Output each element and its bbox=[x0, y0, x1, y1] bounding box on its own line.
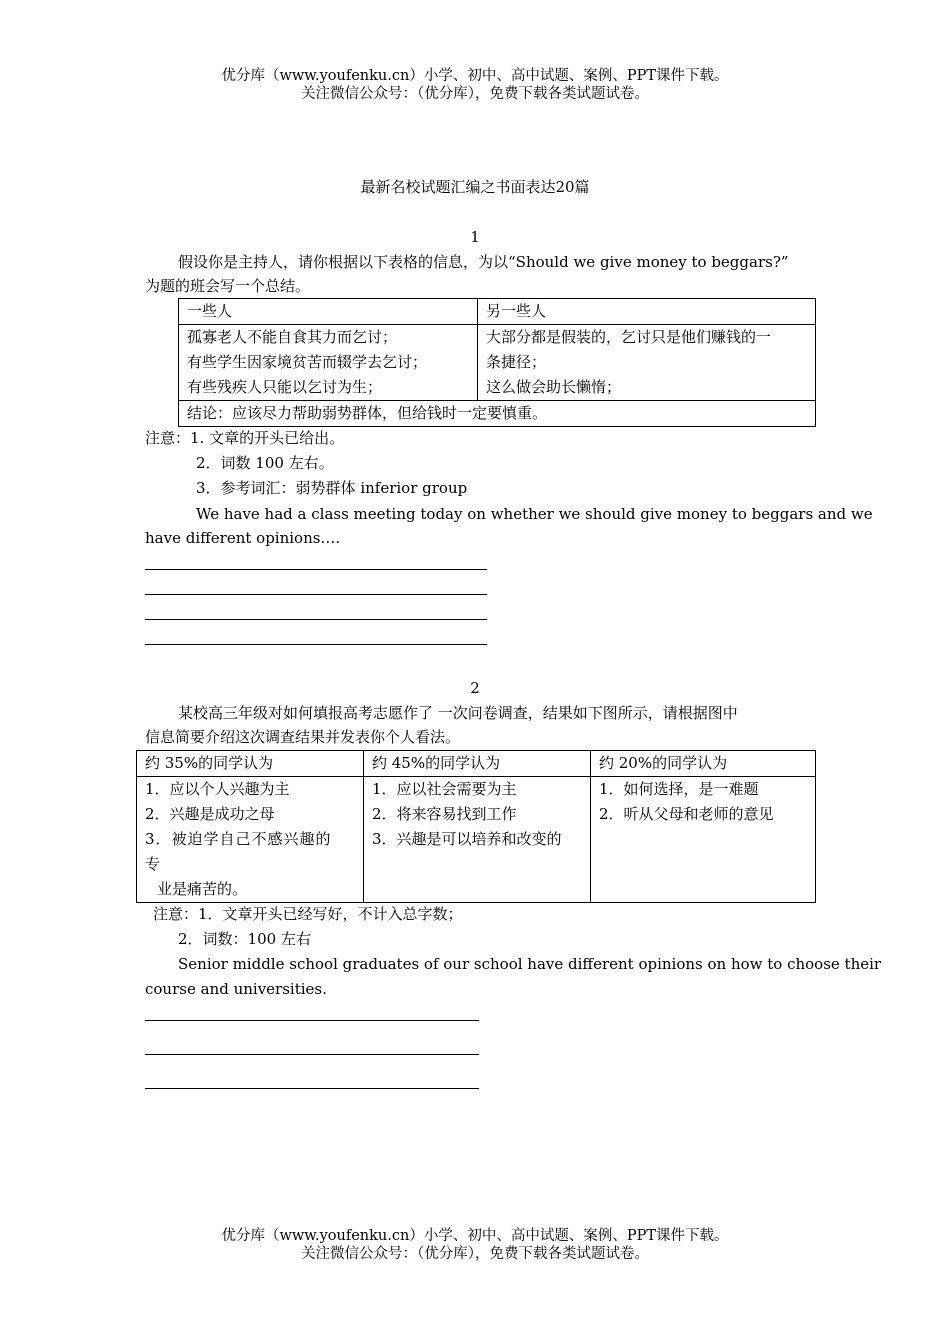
q2-note-2: 2．词数：100 左右 bbox=[178, 930, 311, 948]
q2-col3-line: 2．听从父母和老师的意见 bbox=[599, 805, 774, 823]
q2-answer-line[interactable] bbox=[145, 1088, 479, 1089]
q1-col1-line: 有些学生因家境贫苦而辍学去乞讨； bbox=[187, 353, 428, 371]
q2-answer-line[interactable] bbox=[145, 1020, 479, 1021]
q1-conclusion: 结论：应该尽力帮助弱势群体，但给钱时一定要慎重。 bbox=[179, 401, 816, 427]
q2-col2-line: 1．应以社会需要为主 bbox=[372, 780, 517, 798]
q2-number: 2 bbox=[470, 679, 480, 697]
q1-col2-body bbox=[478, 325, 816, 401]
q1-col1-body bbox=[179, 325, 478, 401]
q1-note-2: 2．词数 100 左右。 bbox=[196, 454, 334, 472]
q1-note-3: 3．参考词汇：弱势群体 inferior group bbox=[196, 479, 468, 497]
q2-col1-line: 专 bbox=[145, 855, 161, 873]
q1-answer-line[interactable] bbox=[145, 619, 487, 620]
q2-answer-line[interactable] bbox=[145, 1054, 479, 1055]
q1-col2-line: 条捷径； bbox=[486, 353, 547, 371]
q1-col2-header: 另一些人 bbox=[478, 299, 816, 325]
q2-note-1: 注意：1．文章开头已经写好，不计入总字数； bbox=[153, 905, 463, 923]
q2-col1-line: 3．被迫学自己不感兴趣的 bbox=[145, 830, 332, 848]
q2-col2-body bbox=[364, 777, 591, 903]
q1-number: 1 bbox=[470, 228, 480, 246]
q2-opening-line-2: course and universities. bbox=[145, 980, 327, 998]
q1-col2-line: 大部分都是假装的，乞讨只是他们赚钱的一 bbox=[486, 328, 772, 346]
q1-col1-line: 有些残疾人只能以乞讨为生； bbox=[187, 378, 383, 396]
q2-col2-line: 3．兴趣是可以培养和改变的 bbox=[372, 830, 562, 848]
footer-line-1: 优分库（www.youfenku.cn）小学、初中、高中试题、案例、PPT课件下载。 bbox=[221, 1228, 729, 1244]
q2-col1-header: 约 35%的同学认为 bbox=[137, 751, 364, 777]
q2-table bbox=[136, 750, 816, 903]
q2-prompt-line-2: 信息简要介绍这次调查结果并发表你个人看法。 bbox=[145, 728, 461, 746]
q1-note-1: 注意：1. 文章的开头已给出。 bbox=[145, 429, 345, 447]
q1-answer-line[interactable] bbox=[145, 569, 487, 570]
q2-prompt-line-1: 某校高三年级对如何填报高考志愿作了 一次问卷调查，结果如下图所示，请根据图中 bbox=[178, 704, 738, 722]
page-title: 最新名校试题汇编之书面表达20篇 bbox=[360, 178, 590, 196]
q2-col1-line: 业是痛苦的。 bbox=[157, 880, 248, 898]
q2-col3-line: 1．如何选择，是一难题 bbox=[599, 780, 759, 798]
q1-col1-line: 孤寡老人不能自食其力而乞讨； bbox=[187, 328, 398, 346]
q2-col1-body bbox=[137, 777, 364, 903]
q2-col3-header: 约 20%的同学认为 bbox=[591, 751, 816, 777]
q2-col2-line: 2．将来容易找到工作 bbox=[372, 805, 517, 823]
header-line-2: 关注微信公众号：（优分库），免费下载各类试题试卷。 bbox=[301, 86, 649, 102]
q2-col3-body bbox=[591, 777, 816, 903]
q1-answer-line[interactable] bbox=[145, 594, 487, 595]
footer-line-2: 关注微信公众号：（优分库），免费下载各类试题试卷。 bbox=[301, 1246, 649, 1262]
q2-col2-header: 约 45%的同学认为 bbox=[364, 751, 591, 777]
q1-table bbox=[178, 298, 816, 427]
q2-col1-line: 2．兴趣是成功之母 bbox=[145, 805, 275, 823]
q1-col1-header: 一些人 bbox=[179, 299, 478, 325]
q1-prompt-line-1: 假设你是主持人，请你根据以下表格的信息，为以“Should we give money to beggars?” bbox=[178, 253, 789, 271]
q1-col2-line: 这么做会助长懒惰； bbox=[486, 378, 622, 396]
header-line-1: 优分库（www.youfenku.cn）小学、初中、高中试题、案例、PPT课件下载。 bbox=[221, 68, 729, 84]
q1-opening-line-2: have different opinions…. bbox=[145, 529, 341, 547]
q1-answer-line[interactable] bbox=[145, 644, 487, 645]
q1-prompt-line-2: 为题的班会写一个总结。 bbox=[145, 277, 311, 295]
q1-opening-line-1: We have had a class meeting today on whether we should give money to beggars and we bbox=[196, 505, 873, 523]
q2-col1-line: 1．应以个人兴趣为主 bbox=[145, 780, 290, 798]
q2-opening-line-1: Senior middle school graduates of our school have different opinions on how to choose their bbox=[178, 955, 882, 973]
